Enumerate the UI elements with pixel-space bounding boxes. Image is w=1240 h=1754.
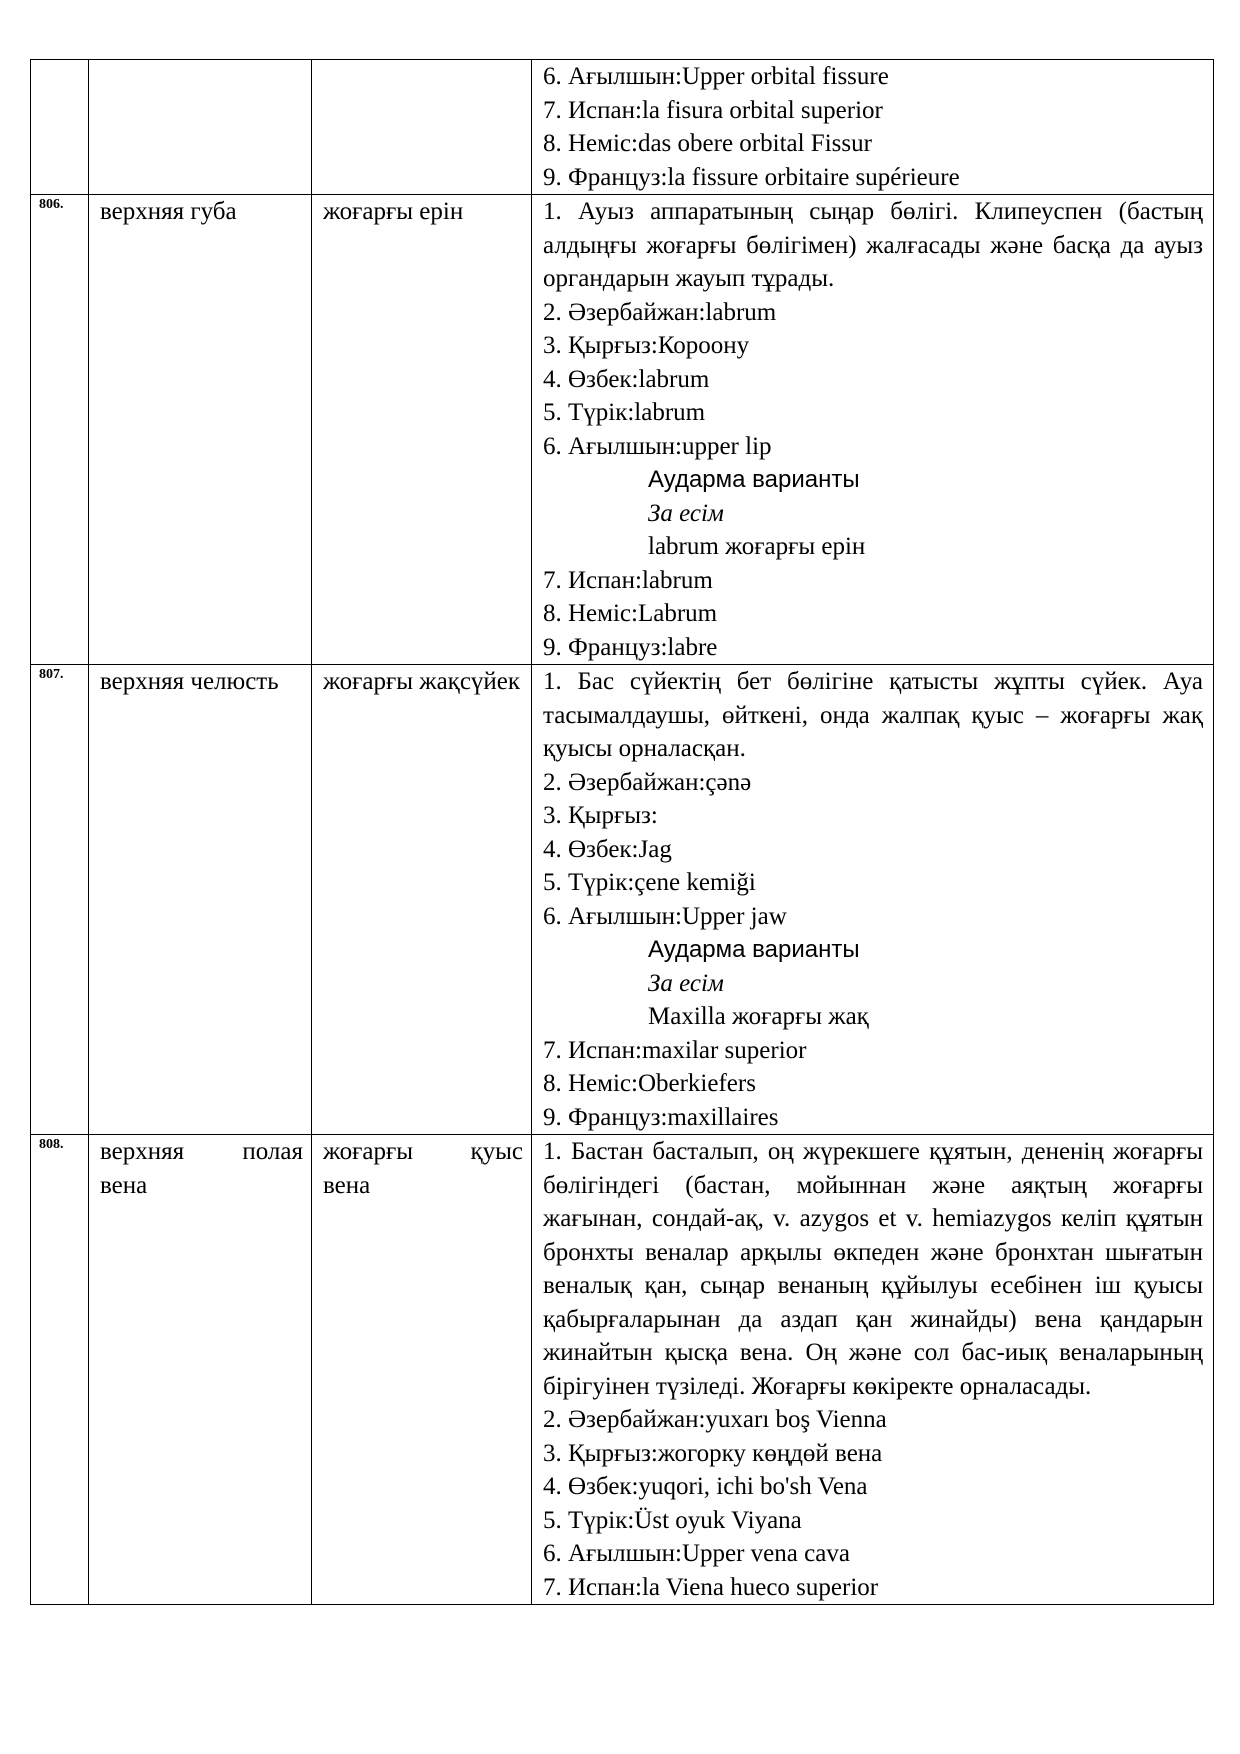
kazakh-term: жоғарғы ерін <box>312 195 532 665</box>
definition-cell <box>532 60 1214 195</box>
entry-number: 806. <box>31 195 89 665</box>
kazakh-term: жоғарғы қуыс вена <box>312 1135 532 1605</box>
translation-line: 3. Қырғыз:Короону <box>543 332 750 359</box>
translation-line: 3. Қырғыз: <box>543 802 658 829</box>
dictionary-table <box>30 59 1214 1605</box>
translation-line: 4. Өзбек:Jag <box>543 835 672 863</box>
part-of-speech: За есім <box>648 969 724 997</box>
translation-line: 5. Түрік:Üst oyuk Viyana <box>543 1506 802 1534</box>
translation-line: 8. Неміс:das obere orbital Fissur <box>543 130 872 157</box>
definition-cell <box>532 195 1214 665</box>
definition-text: 1. Бас сүйектің бет бөлігіне қатысты жұпты сүйек. Ауа тасымалдаушы, өйткені, онда жалпақ қуыс – жоғарғы жақ қуысы орналасқан. <box>543 668 1203 762</box>
definition-cell <box>532 665 1214 1135</box>
translation-variant: labrum жоғарғы ерін <box>648 533 866 560</box>
translation-line: 6. Ағылшын:Upper orbital fissure <box>543 63 889 90</box>
translation-variant: Maxilla жоғарғы жақ <box>648 1003 869 1030</box>
variants-heading: Аударма варианты <box>648 936 860 963</box>
translation-line: 2. Әзербайжан:çənə <box>543 768 752 796</box>
translation-line: 7. Испан:la fisura orbital superior <box>543 96 883 124</box>
entry-row <box>31 665 1214 1135</box>
part-of-speech: За есім <box>648 499 724 527</box>
translation-line: 5. Түрік:çene kemiği <box>543 869 756 896</box>
russian-term: верхняя полая вена <box>89 1135 312 1605</box>
translation-line: 3. Қырғыз:жогорку көңдөй вена <box>543 1439 883 1467</box>
translation-line: 7. Испан:labrum <box>543 566 713 594</box>
definition-text: 1. Ауыз аппаратының сыңар бөлігі. Клипеуспен (бастың алдыңғы жоғарғы бөлігімен) жалғасады және басқа да ауыз органдарын жауып тұрады. <box>543 198 1203 292</box>
kazakh-term: жоғарғы жақсүйек <box>312 665 532 1135</box>
translation-line: 7. Испан:maxilar superior <box>543 1036 807 1064</box>
definition-text: 1. Бастан басталып, оң жүрекшеге құятын, дененің жоғарғы бөлігіндегі (бастан, мойыннан және аяқтың жоғарғы жағынан, сондай-ақ, v. azygos et v. hemiazygos келіп құятын бронхты веналар арқылы өкпеден және бронхтан шығатын веналық қан, сыңар венаның құйылуы есебінен іш қуысы қабырғаларынан да аздап қан жинайды) вена қандарын жинайтын қысқа вена. Оң және сол бас-иық веналарының бірігуінен түзіледі. Жоғарғы көкіректе орналасады. <box>543 1138 1203 1400</box>
translation-line: 6. Ағылшын:upper lip <box>543 432 772 460</box>
entry-number: 807. <box>31 665 89 1135</box>
variants-heading: Аударма варианты <box>648 466 860 493</box>
entry-number: 808. <box>31 1135 89 1605</box>
translation-line: 4. Өзбек:yuqori, ichi bo'sh Vena <box>543 1473 868 1500</box>
translation-line: 9. Француз:labre <box>543 633 718 661</box>
definition-cell <box>532 1135 1214 1605</box>
translation-line: 8. Неміс:Labrum <box>543 600 718 627</box>
translation-line: 7. Испан:la Viena hueco superior <box>543 1573 879 1601</box>
entry-row <box>31 1135 1214 1605</box>
translation-line: 9. Француз:maxillaires <box>543 1103 779 1131</box>
russian-term-cell <box>89 60 312 195</box>
translation-line: 5. Түрік:labrum <box>543 399 706 426</box>
translation-line: 2. Әзербайжан:yuxarı boş Vienna <box>543 1406 887 1433</box>
translation-line: 8. Неміс:Oberkiefers <box>543 1070 756 1097</box>
translation-line: 9. Француз:la fissure orbitaire supérieure <box>543 163 960 191</box>
number-cell <box>31 60 89 195</box>
russian-term: верхняя челюсть <box>89 665 312 1135</box>
kazakh-term-cell <box>312 60 532 195</box>
entry-row <box>31 195 1214 665</box>
continued-row <box>31 60 1214 195</box>
translation-line: 4. Өзбек:labrum <box>543 365 710 393</box>
russian-term: верхняя губа <box>89 195 312 665</box>
translation-line: 6. Ағылшын:Upper vena cava <box>543 1540 850 1567</box>
translation-line: 2. Әзербайжан:labrum <box>543 298 777 326</box>
translation-line: 6. Ағылшын:Upper jaw <box>543 902 787 930</box>
